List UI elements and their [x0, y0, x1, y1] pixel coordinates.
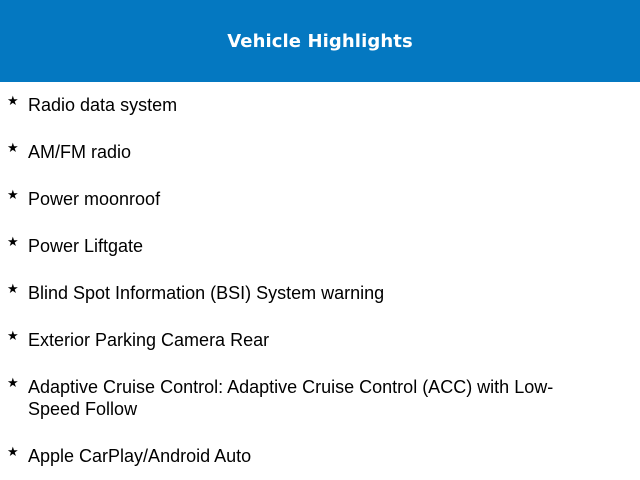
star-icon: ★ — [7, 141, 19, 156]
star-icon: ★ — [7, 94, 19, 109]
star-icon: ★ — [7, 235, 19, 250]
highlights-header — [0, 0, 640, 82]
list-item — [0, 445, 588, 467]
list-item — [0, 376, 588, 420]
list-item — [0, 94, 588, 116]
star-icon: ★ — [7, 376, 19, 391]
feature-label: Power moonroof — [28, 189, 161, 209]
feature-label: Exterior Parking Camera Rear — [28, 330, 270, 350]
star-icon: ★ — [7, 445, 19, 460]
list-item — [0, 235, 588, 257]
star-icon: ★ — [7, 329, 19, 344]
list-item — [0, 141, 588, 163]
header-title: Vehicle Highlights — [227, 30, 413, 52]
feature-label: Apple CarPlay/Android Auto — [28, 446, 252, 466]
star-icon: ★ — [7, 188, 19, 203]
list-item — [0, 329, 588, 351]
feature-label: Blind Spot Information (BSI) System warning — [28, 283, 385, 303]
feature-label: Power Liftgate — [28, 236, 144, 256]
feature-label: Adaptive Cruise Control: Adaptive Cruise Control (ACC) with Low-Speed Follow — [28, 377, 554, 419]
star-icon: ★ — [7, 282, 19, 297]
list-item — [0, 188, 588, 210]
list-item — [0, 282, 588, 304]
feature-list — [0, 82, 640, 467]
feature-label: Radio data system — [28, 95, 178, 115]
feature-label: AM/FM radio — [28, 142, 132, 162]
